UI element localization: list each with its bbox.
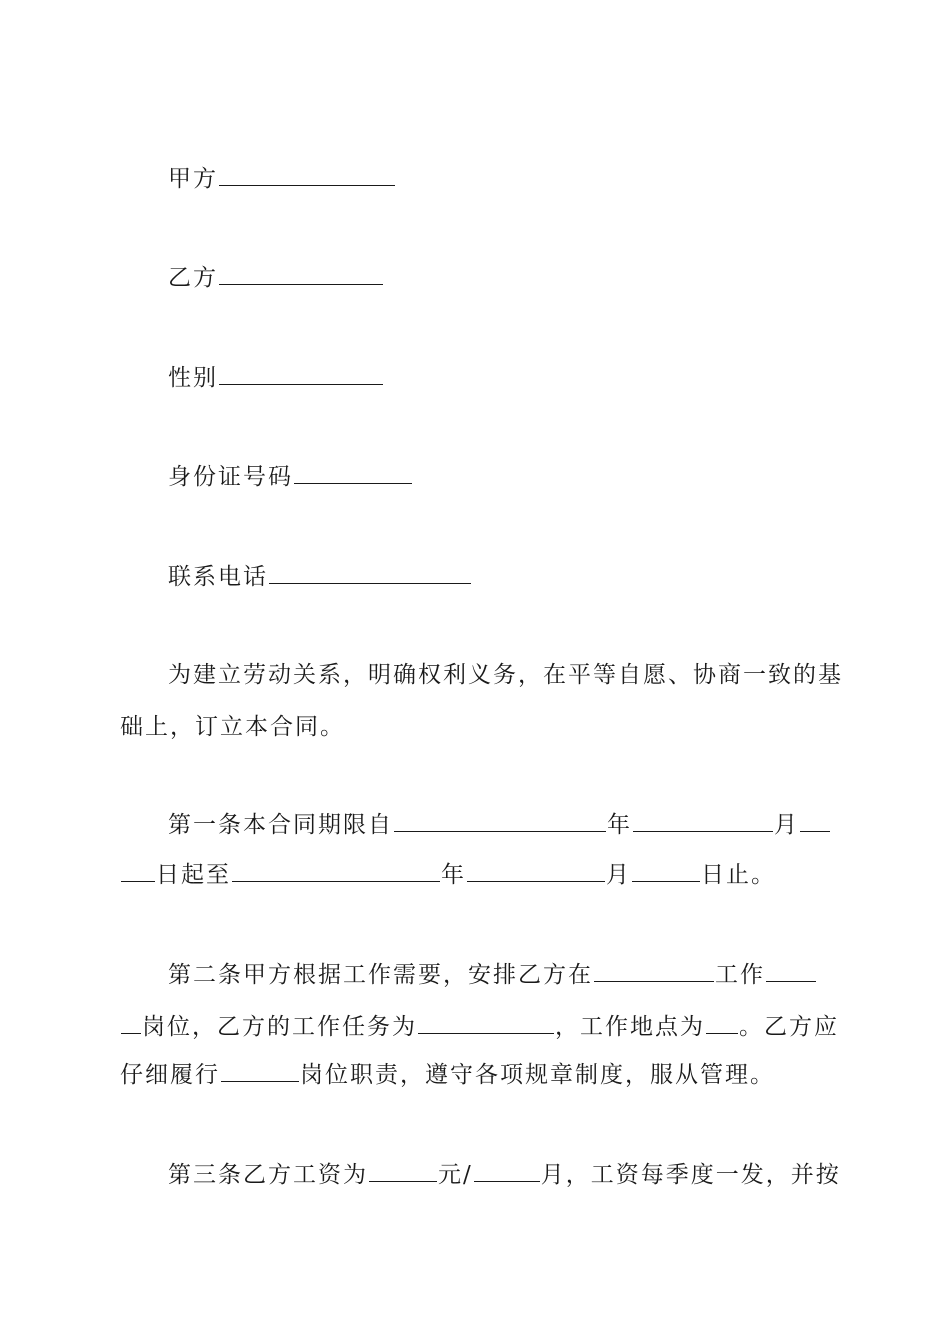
article1-blank-2 — [633, 811, 773, 832]
article2-text-e: 。乙方应 — [739, 1014, 839, 1040]
phone-field — [168, 562, 472, 592]
party-a-blank — [219, 165, 395, 186]
article3-blank-1 — [369, 1161, 437, 1182]
article2-blank-6 — [221, 1061, 299, 1082]
intro-line-2: 础上，订立本合同。 — [120, 714, 345, 740]
article1-text-d: 日起至 — [156, 862, 231, 888]
article2-text-g: 岗位职责，遵守各项规章制度，服从管理。 — [300, 1062, 775, 1088]
article3-text-c: 月，工资每季度一发，并按 — [540, 1162, 841, 1188]
article1-blank-7 — [632, 861, 700, 882]
article2-text-c: 岗位，乙方的工作任务为 — [142, 1014, 417, 1040]
article1-text-e: 年 — [441, 862, 466, 888]
phone-blank — [269, 563, 471, 584]
article2-line-1 — [168, 960, 817, 990]
party-b-label: 乙方 — [168, 265, 218, 291]
article2-blank-5 — [706, 1013, 738, 1034]
article1-text-f: 月 — [606, 862, 631, 888]
article1-text-b: 年 — [607, 812, 632, 838]
id-number-field — [168, 462, 413, 492]
article2-blank-1 — [594, 961, 714, 982]
article3-blank-2 — [474, 1161, 540, 1182]
party-a-field — [168, 164, 396, 194]
gender-label: 性别 — [168, 365, 218, 391]
article2-text-b: 工作 — [715, 962, 765, 988]
gender-blank — [219, 364, 383, 385]
article2-text-a: 第二条甲方根据工作需要，安排乙方在 — [168, 962, 593, 988]
article1-text-c: 月 — [774, 812, 799, 838]
id-number-label: 身份证号码 — [168, 464, 293, 490]
article2-text-f: 仔细履行 — [120, 1062, 220, 1088]
article1-line-1 — [168, 810, 831, 840]
party-a-label: 甲方 — [168, 166, 218, 192]
article3-text-b: 元/ — [438, 1162, 473, 1188]
article1-text-a: 第一条本合同期限自 — [168, 812, 393, 838]
article1-blank-3 — [800, 811, 830, 832]
article1-blank-4 — [121, 861, 155, 882]
intro-line-1: 为建立劳动关系，明确权利义务，在平等自愿、协商一致的基 — [168, 662, 843, 688]
party-b-blank — [219, 264, 383, 285]
article1-blank-6 — [467, 861, 605, 882]
article1-line-2 — [120, 860, 776, 890]
gender-field — [168, 363, 384, 393]
article2-blank-4 — [418, 1013, 554, 1034]
article2-text-d: ，工作地点为 — [555, 1014, 705, 1040]
party-b-field — [168, 263, 384, 293]
article2-blank-3 — [121, 1013, 141, 1034]
article3-text-a: 第三条乙方工资为 — [168, 1162, 368, 1188]
article2-line-2 — [120, 1012, 839, 1042]
article1-blank-1 — [394, 811, 606, 832]
id-number-blank — [294, 463, 412, 484]
article3-line-1 — [168, 1160, 841, 1190]
phone-label: 联系电话 — [168, 564, 268, 590]
article2-blank-2 — [766, 961, 816, 982]
article2-line-3 — [120, 1060, 775, 1090]
article1-blank-5 — [232, 861, 440, 882]
article1-text-g: 日止。 — [701, 862, 776, 888]
